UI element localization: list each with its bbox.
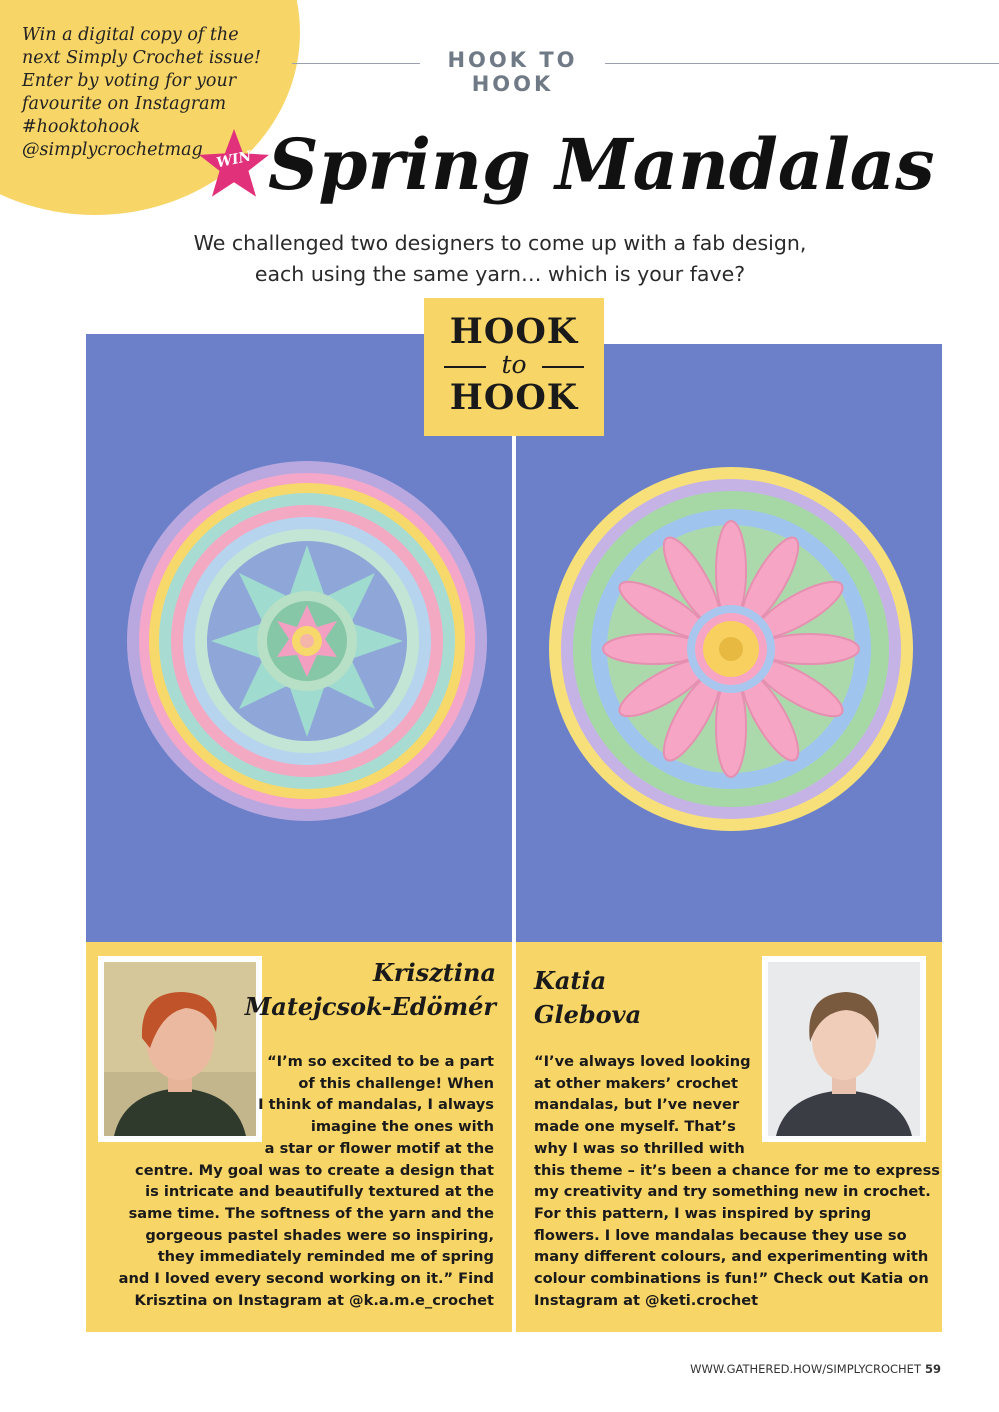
page-footer — [690, 1362, 941, 1376]
quote-line: a star or flower motif at the — [264, 1139, 494, 1157]
designer-name-katia — [534, 964, 641, 1032]
quote-line: centre. My goal was to create a design that — [135, 1161, 494, 1179]
quote-line: and I loved every second working on it.” Find — [118, 1270, 494, 1288]
name-line: Krisztina — [373, 958, 496, 987]
win-label: WIN — [215, 148, 253, 172]
quote-line: flowers. I love mandalas because they use so — [534, 1226, 907, 1244]
quote-line: Instagram at @keti.crochet — [534, 1291, 759, 1309]
competition-line: Enter by voting for your — [22, 71, 237, 91]
name-line: Matejcsok-Edömér — [244, 992, 496, 1021]
star-mandala-image — [122, 456, 492, 826]
quote-line: mandalas, but I’ve never — [534, 1096, 740, 1114]
hook-to-hook-badge — [424, 298, 604, 436]
quote-line: this theme – it’s been a chance for me to express — [534, 1161, 940, 1179]
quote-line: imagine the ones with — [310, 1118, 494, 1136]
quote-line: why I was so thrilled with — [534, 1139, 745, 1157]
badge-top: HOOK — [449, 311, 579, 352]
footer-url: WWW.GATHERED.HOW/SIMPLYCROCHET — [690, 1362, 921, 1376]
designer-quote-krisztina — [119, 1051, 494, 1311]
section-rule-right — [605, 63, 999, 64]
page-number: 59 — [924, 1362, 941, 1376]
quote-line: made one myself. That’s — [534, 1118, 736, 1136]
competition-line: Win a digital copy of the — [22, 25, 239, 45]
quote-line: my creativity and try something new in crochet. — [534, 1183, 931, 1201]
quote-line: many different colours, and experimenting with — [534, 1248, 929, 1266]
name-line: Glebova — [534, 1000, 642, 1029]
designer-name-krisztina — [245, 956, 496, 1024]
quote-line: colour combinations is fun!” Check out Katia on — [534, 1270, 929, 1288]
quote-line: of this challenge! When — [298, 1074, 494, 1092]
competition-line: next Simply Crochet issue! — [22, 48, 262, 68]
quote-line: “I’m so excited to be a part — [267, 1053, 494, 1070]
badge-bottom: HOOK — [449, 377, 579, 418]
quote-line: gorgeous pastel shades were so inspiring, — [145, 1226, 494, 1244]
designer-panel-left — [86, 942, 512, 1332]
quote-line: For this pattern, I was inspired by spring — [534, 1204, 872, 1222]
subtitle-line: We challenged two designers to come up with a fab design, — [193, 231, 807, 255]
quote-line: is intricate and beautifully textured at the — [145, 1183, 494, 1201]
competition-hashtag: #hooktohook — [22, 117, 141, 137]
name-line: Katia — [534, 966, 607, 995]
section-title: HOOK TO HOOK — [447, 48, 578, 96]
quote-line: same time. The softness of the yarn and the — [128, 1204, 494, 1222]
designer-quote-katia — [534, 1051, 940, 1311]
flower-mandala-image — [546, 464, 916, 834]
section-rule-left — [292, 63, 420, 64]
competition-handle: @simplycrochetmag — [22, 140, 203, 160]
designer-panel-right — [516, 942, 942, 1332]
badge-middle: to — [424, 352, 604, 378]
quote-line: I think of mandalas, I always — [258, 1096, 494, 1114]
competition-line: favourite on Instagram — [22, 94, 227, 114]
quote-line: “I’ve always loved looking — [534, 1053, 751, 1070]
subtitle-line: each using the same yarn… which is your fave? — [254, 262, 746, 286]
page-title: Spring Mandalas — [268, 123, 935, 206]
quote-line: at other makers’ crochet — [534, 1074, 739, 1092]
quote-line: they immediately reminded me of spring — [157, 1248, 494, 1266]
subtitle — [120, 228, 880, 290]
quote-line: Krisztina on Instagram at @k.a.m.e_crochet — [134, 1291, 494, 1309]
